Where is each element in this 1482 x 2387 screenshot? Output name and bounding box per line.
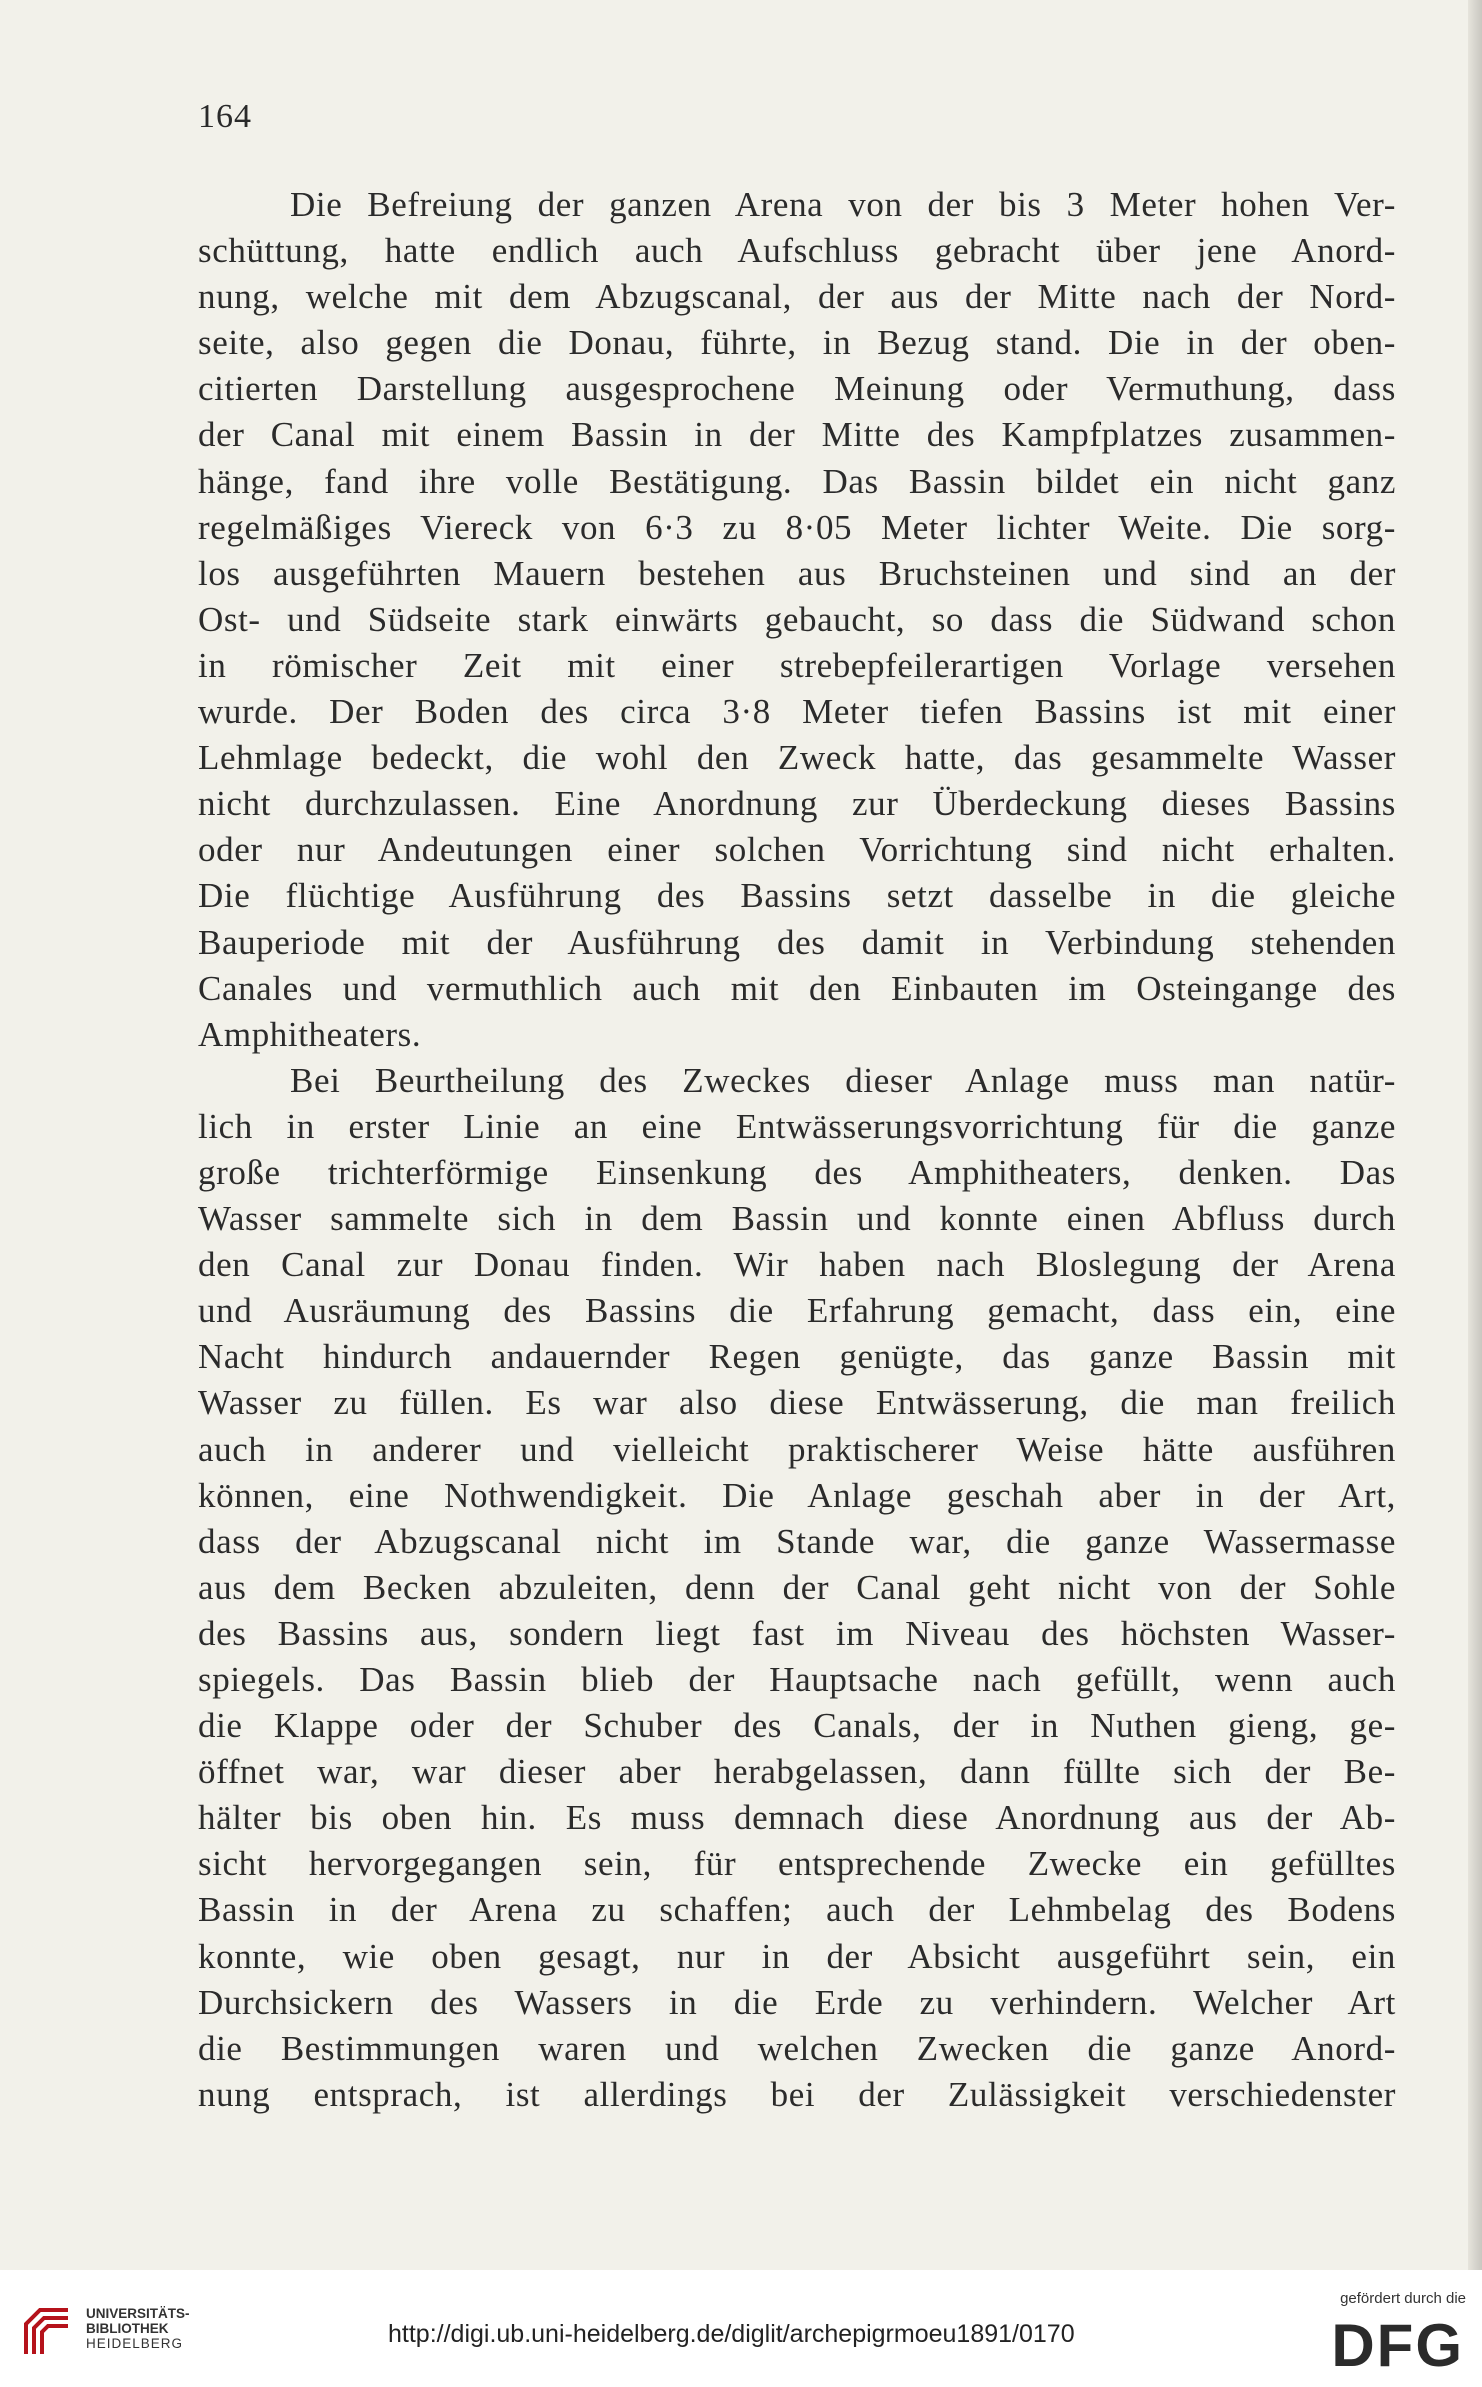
text-line: schüttung, hatte endlich auch Aufschluss gebracht über jene Anord-	[198, 231, 1396, 271]
text-line: seite, also gegen die Donau, führte, in Bezug stand. Die in der oben-	[198, 323, 1396, 363]
permalink-url[interactable]: http://digi.ub.uni-heidelberg.de/diglit/archepigrmoeu1891/0170	[388, 2320, 1075, 2348]
text-line: große trichterförmige Einsenkung des Amphitheaters, denken. Das	[198, 1152, 1396, 1192]
text-line: hänge, fand ihre volle Bestätigung. Das Bassin bildet ein nicht ganz	[198, 461, 1396, 501]
text-line: den Canal zur Donau finden. Wir haben nach Bloslegung der Arena	[198, 1245, 1396, 1285]
text-line: können, eine Nothwendigkeit. Die Anlage geschah aber in der Art,	[198, 1475, 1396, 1515]
funding-label: gefördert durch die	[1340, 2290, 1466, 2307]
text-line: konnte, wie oben gesagt, nur in der Absicht ausgeführt sein, ein	[198, 1936, 1396, 1976]
text-line: nicht durchzulassen. Eine Anordnung zur Überdeckung dieses Bassins	[198, 784, 1396, 824]
text-line: aus dem Becken abzuleiten, denn der Canal geht nicht von der Sohle	[198, 1567, 1396, 1607]
text-line: citierten Darstellung ausgesprochene Meinung oder Vermuthung, dass	[198, 369, 1396, 409]
text-line: Canales und vermuthlich auch mit den Einbauten im Osteingange des	[198, 968, 1396, 1008]
text-line: und Ausräumung des Bassins die Erfahrung gemacht, dass ein, eine	[198, 1291, 1396, 1331]
text-line: öffnet war, war dieser aber herabgelassen, dann füllte sich der Be-	[198, 1752, 1396, 1792]
library-name-line: HEIDELBERG	[86, 2336, 184, 2351]
text-line: die Bestimmungen waren und welchen Zwecken die ganze Anord-	[198, 2028, 1396, 2068]
text-line: spiegels. Das Bassin blieb der Hauptsache nach gefüllt, wenn auch	[198, 1660, 1396, 1699]
text-line: Ost- und Südseite stark einwärts gebaucht, so dass die Südwand schon	[198, 599, 1396, 639]
text-line: lich in erster Linie an eine Entwässerungsvorrichtung für die ganze	[198, 1106, 1396, 1146]
text-line: Bauperiode mit der Ausführung des damit in Verbindung stehenden	[198, 922, 1396, 962]
text-line: auch in anderer und vielleicht praktischerer Weise hätte ausführen	[198, 1429, 1396, 1469]
library-name	[86, 2306, 190, 2351]
text-line: wurde. Der Boden des circa 3·8 Meter tiefen Bassins ist mit einer	[198, 692, 1396, 732]
text-line: in römischer Zeit mit einer strebepfeilerartigen Vorlage versehen	[198, 645, 1396, 685]
body-text	[198, 182, 1396, 2118]
text-line: des Bassins aus, sondern liegt fast im Niveau des höchsten Wasser-	[198, 1613, 1396, 1653]
text-line: regelmäßiges Viereck von 6·3 zu 8·05 Meter lichter Weite. Die sorg-	[198, 507, 1396, 547]
text-line: Die flüchtige Ausführung des Bassins setzt dasselbe in die gleiche	[198, 876, 1396, 916]
page-number: 164	[198, 98, 252, 135]
text-line: Bei Beurtheilung des Zweckes dieser Anlage muss man natür-	[290, 1060, 1396, 1100]
dfg-logo: DFG	[1331, 2312, 1464, 2379]
text-line: Nacht hindurch andauernder Regen genügte, das ganze Bassin mit	[198, 1337, 1396, 1377]
text-line: oder nur Andeutungen einer solchen Vorrichtung sind nicht erhalten.	[198, 830, 1396, 870]
text-line: nung entsprach, ist allerdings bei der Zulässigkeit verschiedenster	[198, 2074, 1396, 2114]
text-line: hälter bis oben hin. Es muss demnach diese Anordnung aus der Ab-	[198, 1798, 1396, 1838]
text-line: Lehmlage bedeckt, die wohl den Zweck hatte, das gesammelte Wasser	[198, 738, 1396, 778]
library-logo-icon	[18, 2302, 78, 2362]
text-line: nung, welche mit dem Abzugscanal, der aus der Mitte nach der Nord-	[198, 277, 1396, 317]
text-line: Amphitheaters.	[198, 1014, 422, 1054]
library-name-line: UNIVERSITÄTS-	[86, 2306, 190, 2321]
text-line: Die Befreiung der ganzen Arena von der bis 3 Meter hohen Ver-	[290, 185, 1396, 224]
text-line: dass der Abzugscanal nicht im Stande war, die ganze Wassermasse	[198, 1521, 1396, 1561]
text-line: Bassin in der Arena zu schaffen; auch der Lehmbelag des Bodens	[198, 1890, 1396, 1930]
text-line: Durchsickern des Wassers in die Erde zu verhindern. Welcher Art	[198, 1982, 1396, 2022]
footer-bar	[0, 2270, 1482, 2387]
text-line: die Klappe oder der Schuber des Canals, der in Nuthen gieng, ge-	[198, 1706, 1396, 1746]
library-name-line: BIBLIOTHEK	[86, 2321, 169, 2336]
text-line: Wasser sammelte sich in dem Bassin und konnte einen Abfluss durch	[198, 1199, 1396, 1239]
text-line: los ausgeführten Mauern bestehen aus Bruchsteinen und sind an der	[198, 553, 1396, 593]
text-line: Wasser zu füllen. Es war also diese Entwässerung, die man freilich	[198, 1383, 1396, 1423]
text-line: der Canal mit einem Bassin in der Mitte des Kampfplatzes zusammen-	[198, 415, 1396, 455]
page-edge-shadow	[1468, 0, 1482, 2270]
text-line: sicht hervorgegangen sein, für entsprechende Zwecke ein gefülltes	[198, 1844, 1396, 1884]
